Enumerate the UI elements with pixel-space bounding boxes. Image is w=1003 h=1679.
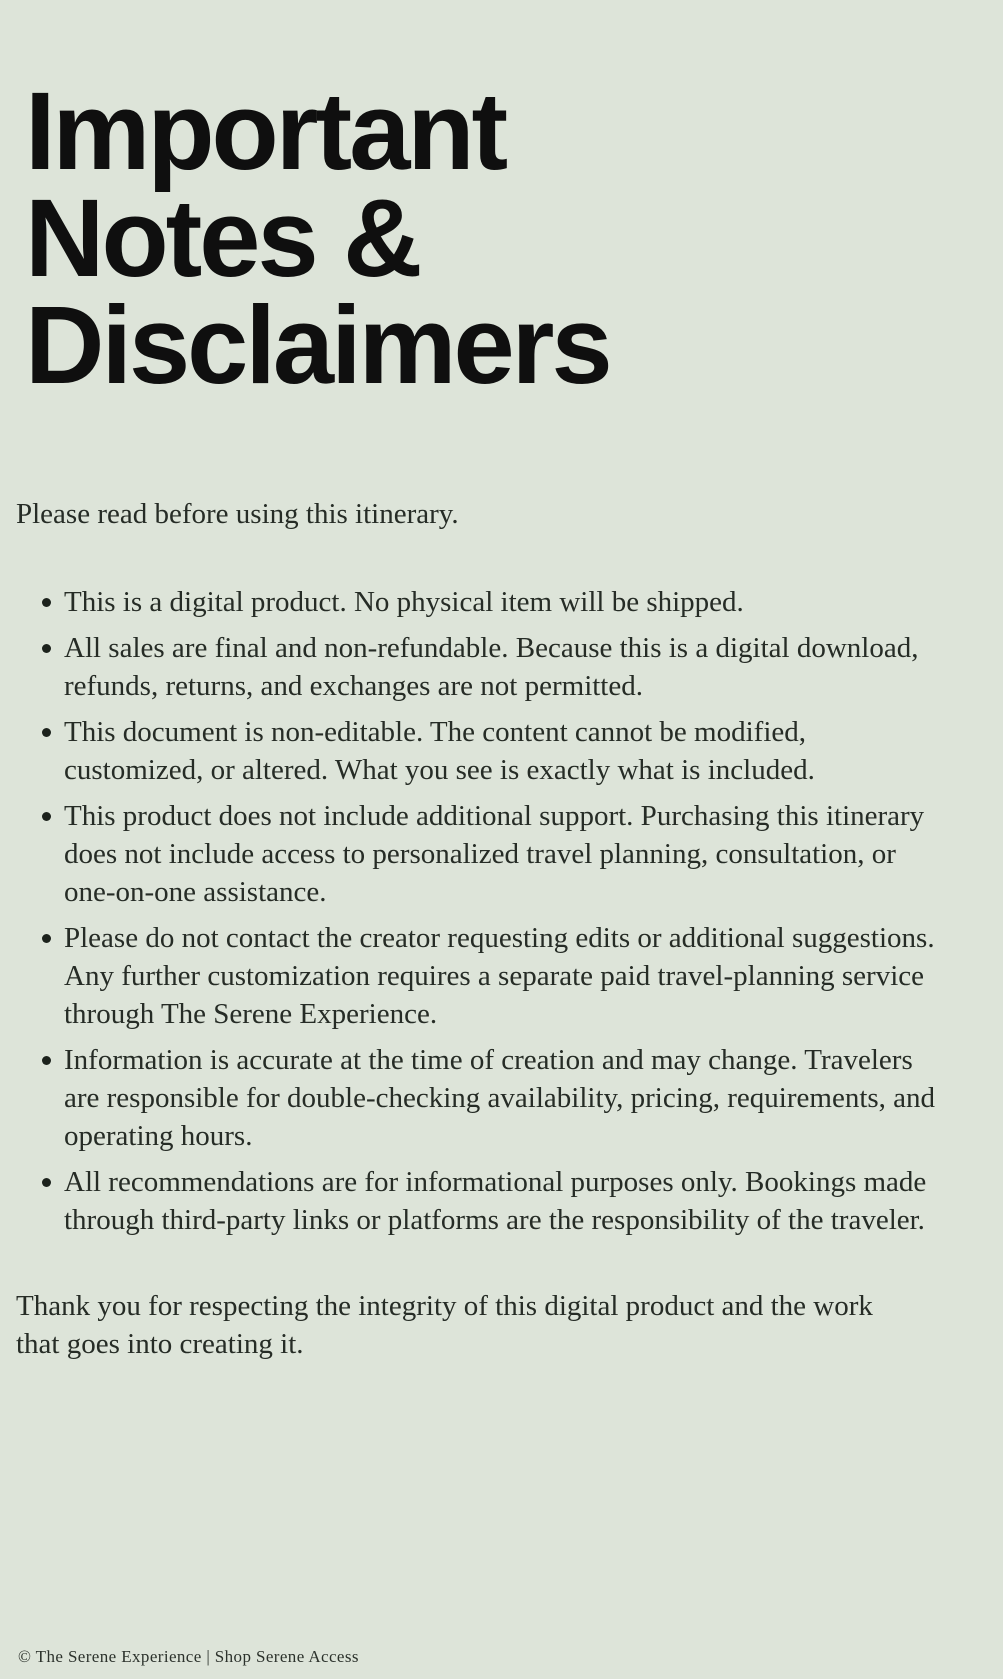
list-item bbox=[16, 1163, 943, 1239]
footer-credit: © The Serene Experience | Shop Serene Access bbox=[18, 1647, 359, 1666]
list-item bbox=[16, 713, 943, 789]
bullet-icon bbox=[42, 1056, 51, 1065]
page-title bbox=[25, 70, 1003, 407]
bullet-icon bbox=[42, 812, 51, 821]
list-item-text: All sales are final and non-refundable. Because this is a digital download, refunds, returns, and exchanges are not permitted. bbox=[64, 632, 919, 702]
bullet-icon bbox=[42, 1178, 51, 1187]
bullet-icon bbox=[42, 598, 51, 607]
list-item-text: This product does not include additional support. Purchasing this itinerary does not include access to personalized travel planning, consultation, or one-on-one assistance. bbox=[64, 800, 925, 908]
list-item bbox=[16, 583, 943, 621]
list-item-text: This document is non-editable. The content cannot be modified, customized, or altered. What you see is exactly what is included. bbox=[64, 716, 815, 786]
page-title-line-2: Notes & bbox=[25, 177, 420, 300]
closing-text: Thank you for respecting the integrity of this digital product and the work that goes into creating it. bbox=[16, 1290, 873, 1360]
bullet-icon bbox=[42, 644, 51, 653]
page-title-line-3: Disclaimers bbox=[25, 284, 610, 407]
bullet-icon bbox=[42, 934, 51, 943]
list-item-text: Information is accurate at the time of creation and may change. Travelers are responsible for double-checking availability, pricing, requirements, and operating hours. bbox=[64, 1044, 936, 1152]
list-item bbox=[16, 1041, 943, 1155]
intro-text: Please read before using this itinerary. bbox=[16, 498, 459, 530]
disclaimer-list bbox=[16, 583, 943, 1239]
list-item-text: This is a digital product. No physical item will be shipped. bbox=[64, 586, 744, 618]
list-item bbox=[16, 919, 943, 1033]
list-item bbox=[16, 629, 943, 705]
list-item bbox=[16, 797, 943, 911]
list-item-text: Please do not contact the creator requesting edits or additional suggestions. Any further customization requires a separate paid travel-planning service through The Serene Experience. bbox=[64, 922, 935, 1030]
bullet-icon bbox=[42, 728, 51, 737]
list-item-text: All recommendations are for informational purposes only. Bookings made through third-party links or platforms are the responsibility of the traveler. bbox=[64, 1166, 927, 1236]
page-title-line-1: Important bbox=[25, 70, 506, 193]
